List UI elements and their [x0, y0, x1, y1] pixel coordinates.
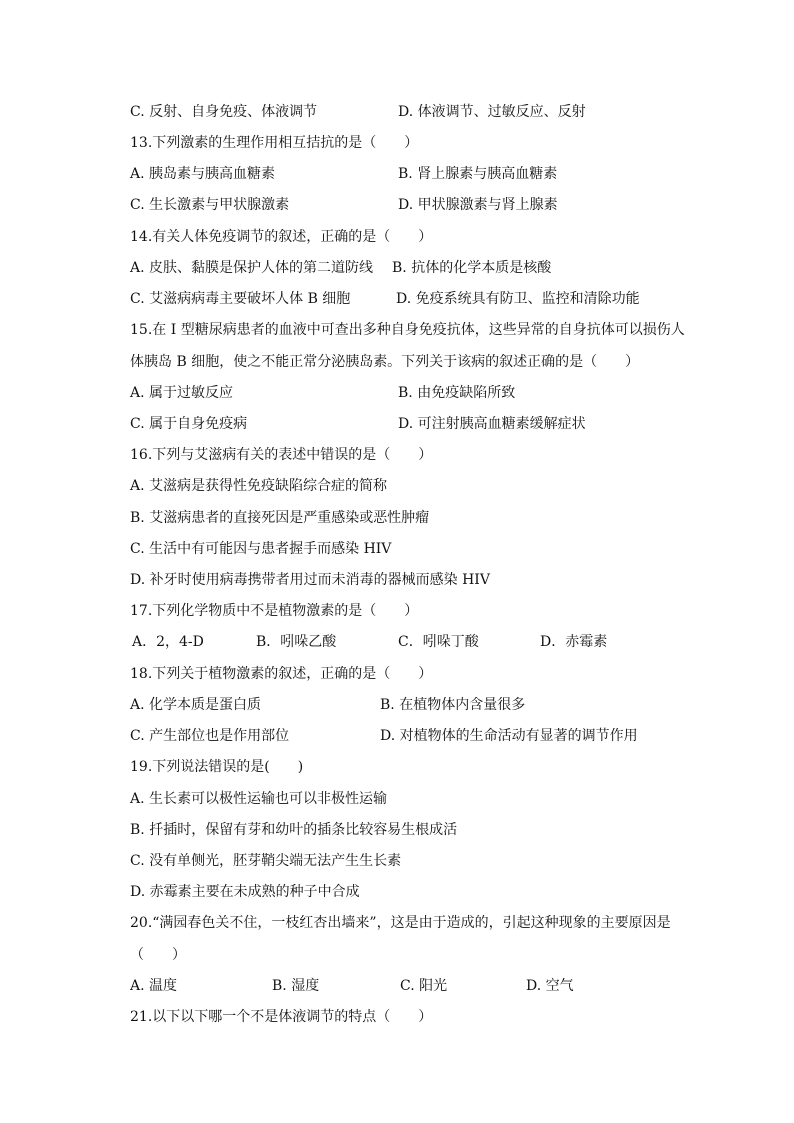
q20-option-b: B. 湿度 [272, 978, 320, 994]
q19-option-b: B. 扦插时，保留有芽和幼叶的插条比较容易生根成活 [130, 822, 458, 838]
q13-option-a: A. 胰岛素与胰高血糖素 [130, 166, 276, 182]
q13-option-b: B. 肾上腺素与胰高血糖素 [398, 166, 558, 182]
q15-option-b: B. 由免疫缺陷所致 [398, 385, 516, 401]
q15-option-c: C. 属于自身免疫病 [130, 416, 248, 432]
q14-option-c: C. 艾滋病病毒主要破坏人体 B 细胞 [130, 291, 351, 307]
q17-option-c: C．吲哚丁酸 [398, 634, 479, 650]
q15-stem-line-2: 体胰岛 B 细胞，使之不能正常分泌胰岛素。下列关于该病的叙述正确的是（ ） [130, 354, 640, 370]
q18-option-d: D. 对植物体的生命活动有显著的调节作用 [380, 728, 638, 744]
q17-option-b: B．吲哚乙酸 [256, 634, 337, 650]
q16-stem: 16.下列与艾滋病有关的表述中错误的是（ ） [130, 447, 433, 463]
q18-option-b: B. 在植物体内含量很多 [380, 697, 526, 713]
q14-option-d: D. 免疫系统具有防卫、监控和清除功能 [396, 291, 640, 307]
q19-option-c: C. 没有单侧光，胚芽鞘尖端无法产生生长素 [130, 853, 402, 869]
q16-option-b: B. 艾滋病患者的直接死因是严重感染或恶性肿瘤 [130, 510, 430, 526]
q17-option-a: A．2，4-D [132, 634, 204, 650]
q12-option-c: C. 反射、自身免疫、体液调节 [130, 104, 318, 120]
q19-stem: 19.下列说法错误的是( ) [130, 759, 304, 775]
q20-stem-line-1: 20.“满园春色关不住，一枝红杏出墙来”，这是由于造成的，引起这种现象的主要原因是 [130, 915, 671, 931]
q20-option-c: C. 阳光 [400, 978, 448, 994]
q13-stem: 13.下列激素的生理作用相互拮抗的是（ ） [130, 135, 419, 151]
q20-option-d: D. 空气 [526, 978, 574, 994]
q15-option-d: D. 可注射胰高血糖素缓解症状 [398, 416, 586, 432]
q15-stem-line-1: 15.在 I 型糖尿病患者的血液中可查出多种自身免疫抗体，这些异常的自身抗体可以损伤人 [130, 322, 685, 338]
q16-option-c: C. 生活中有可能因与患者握手而感染 HIV [130, 541, 392, 557]
q16-option-a: A. 艾滋病是获得性免疫缺陷综合症的简称 [130, 478, 388, 494]
q17-option-d: D．赤霉素 [540, 634, 608, 650]
q19-option-a: A. 生长素可以极性运输也可以非极性运输 [130, 791, 388, 807]
q19-option-d: D. 赤霉素主要在未成熟的种子中合成 [130, 884, 360, 900]
q14-stem: 14.有关人体免疫调节的叙述，正确的是（ ） [130, 229, 433, 245]
q13-option-d: D. 甲状腺激素与肾上腺素 [398, 197, 558, 213]
q20-stem-line-2: （ ） [130, 947, 186, 963]
q13-option-c: C. 生长激素与甲状腺激素 [130, 197, 290, 213]
q21-stem: 21.以下以下哪一个不是体液调节的特点（ ） [130, 1009, 433, 1025]
q18-option-a: A. 化学本质是蛋白质 [130, 697, 262, 713]
q17-stem: 17.下列化学物质中不是植物激素的是（ ） [130, 603, 419, 619]
q16-option-d: D. 补牙时使用病毒携带者用过而未消毒的器械而感染 HIV [130, 572, 490, 588]
q20-option-a: A. 温度 [130, 978, 178, 994]
q18-option-c: C. 产生部位也是作用部位 [130, 728, 290, 744]
q15-option-a: A. 属于过敏反应 [130, 385, 234, 401]
q14-option-b: B. 抗体的化学本质是核酸 [392, 260, 552, 276]
q18-stem: 18.下列关于植物激素的叙述，正确的是（ ） [130, 666, 433, 682]
q14-option-a: A. 皮肤、黏膜是保护人体的第二道防线 [130, 260, 374, 276]
q12-option-d: D. 体液调节、过敏反应、反射 [398, 104, 586, 120]
